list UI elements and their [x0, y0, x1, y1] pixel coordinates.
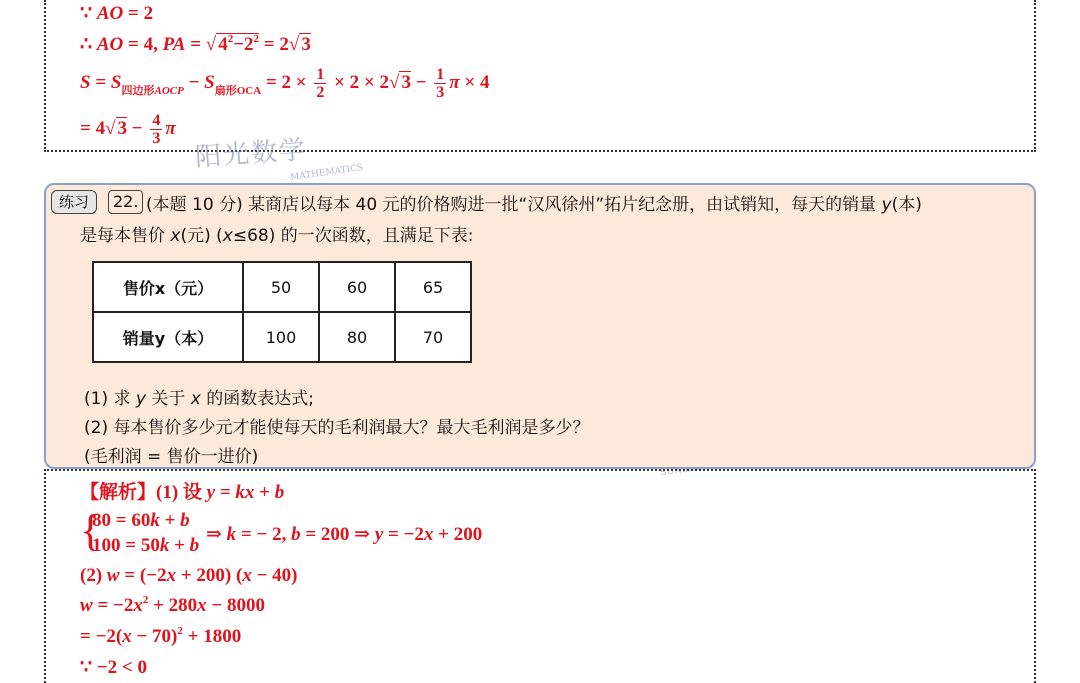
- table-row: [93, 312, 471, 362]
- solution-step-5: = $-2(x - 70)^2 + 1800$: [80, 625, 242, 647]
- solution-step-6: ∵ −2 < 0: [80, 657, 147, 678]
- price-sales-table: [92, 261, 472, 363]
- solution-step-3: (2) w = (−2x + 200) (x − 40): [80, 565, 298, 586]
- table-header-price: 售价x（元）: [93, 262, 243, 312]
- solution-step-4: $w = -2x^2 + 280x - 8000$: [80, 594, 265, 616]
- table-cell: 65: [395, 262, 471, 312]
- solution-line-3: $S = S_{四边形AOCP} - S_{扇形OCA} = 2$ × $\frac{1}{2}$ × 2 × 2√ 3 − $\frac{1}{3}$ π × 4: [80, 66, 490, 101]
- solution-line-4: = 4√ 3 − $\frac{4}{3}$ π: [80, 112, 176, 147]
- question-part-1: (1) 求 y 关于 x 的函数表达式;: [84, 389, 314, 409]
- table-cell: 70: [395, 312, 471, 362]
- watermark-english-1: MATHEMATICS: [289, 162, 364, 184]
- table-row: [93, 262, 471, 312]
- solution-step-2c: ⇒ k = − 2, b = 200 ⇒ y = −2x + 200: [206, 524, 483, 545]
- table-cell: 80: [319, 312, 395, 362]
- solution-bottom-block: [44, 469, 1036, 683]
- question-stem-line-2: 是每本售价 x(元) (x≤68) 的一次函数，且满足下表:: [80, 226, 474, 246]
- question-part-2: (2) 每本售价多少元才能使每天的毛利润最大？最大毛利润是多少？: [84, 418, 590, 438]
- solution-step-1: 【解析】(1) 设 y = kx + b: [80, 482, 285, 503]
- watermark-chinese: 阳光数学: [194, 135, 309, 173]
- solution-top-block: [44, 0, 1036, 152]
- solution-line-2: ∴ AO = 4, PA = √ $4^2-2^2 = 2√$ 3: [80, 33, 311, 55]
- solution-step-2a: 80 = 60k + b: [92, 510, 190, 531]
- solution-line-1: ∵ AO = 2: [80, 3, 154, 24]
- exercise-tag: 练习: [51, 190, 97, 214]
- table-header-sales: 销量y（本）: [93, 312, 243, 362]
- table-cell: 50: [243, 262, 319, 312]
- question-stem-line-1: (本题 10 分) 某商店以每本 40 元的价格购进一批“汉风徐州”拓片纪念册，由试销知，每天的销量 y(本): [146, 195, 922, 215]
- table-cell: 60: [319, 262, 395, 312]
- question-number: 22.: [108, 190, 143, 214]
- exercise-box: [44, 183, 1036, 469]
- table-cell: 100: [243, 312, 319, 362]
- solution-step-2b: 100 = 50k + b: [92, 535, 200, 556]
- question-note: (毛利润 = 售价一进价): [84, 447, 259, 467]
- equation-system-brace: {: [80, 506, 102, 555]
